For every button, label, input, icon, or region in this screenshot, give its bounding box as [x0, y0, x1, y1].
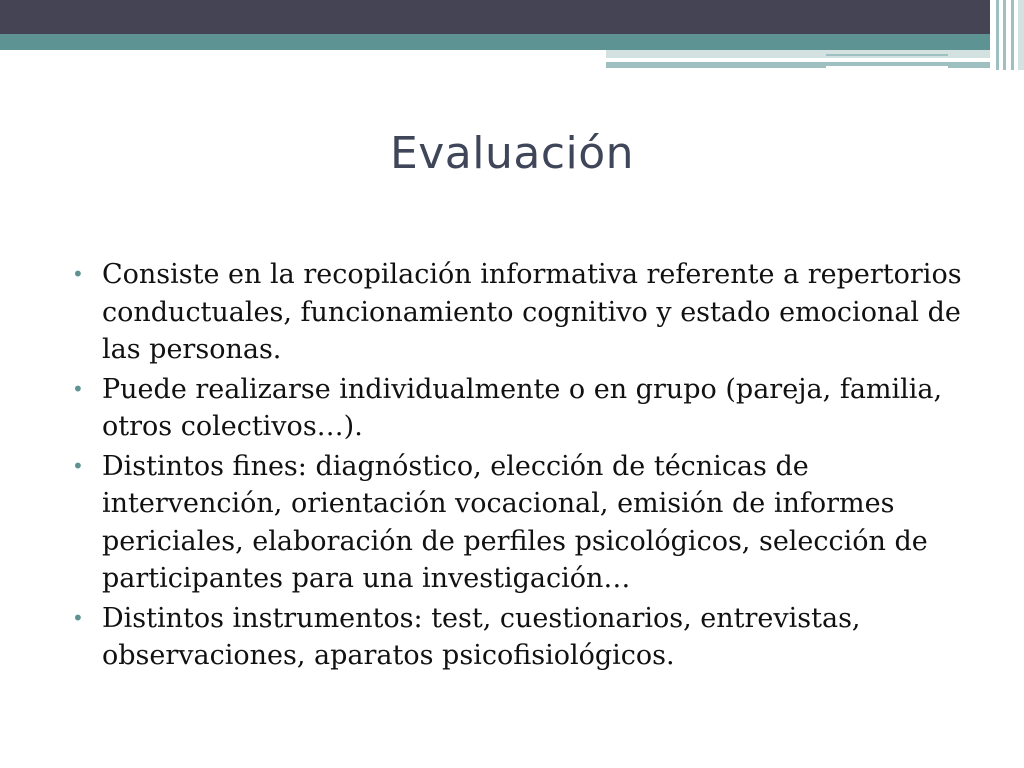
bullet-icon: •	[72, 376, 84, 401]
bullet-icon: •	[72, 605, 84, 630]
bullet-item	[72, 256, 972, 369]
bullet-text: Distintos fines: diagnóstico, elección de técnicas de intervención, orientación vocacional, emisión de informes periciales, elaboración de perfiles psicológicos, selección de participantes para una investigación…	[102, 450, 928, 594]
bullet-list	[72, 256, 972, 677]
bullet-item	[72, 371, 972, 446]
header-vertical-stripes	[990, 0, 1024, 70]
header-teal-band	[0, 34, 1024, 50]
bullet-item	[72, 448, 972, 598]
header-accent-thin-line	[826, 66, 948, 68]
header-accent-thin-line	[826, 54, 948, 56]
bullet-item	[72, 600, 972, 675]
bullet-text: Puede realizarse individualmente o en grupo (pareja, familia, otros colectivos…).	[102, 373, 943, 442]
bullet-icon: •	[72, 453, 84, 478]
header-dark-band	[0, 0, 1024, 34]
bullet-text: Distintos instrumentos: test, cuestionarios, entrevistas, observaciones, aparatos psicofisiológicos.	[102, 602, 861, 671]
slide-title: Evaluación	[389, 128, 635, 179]
bullet-text: Consiste en la recopilación informativa referente a repertorios conductuales, funcionamiento cognitivo y estado emocional de las personas.	[102, 259, 962, 365]
header-accent-line	[606, 62, 1024, 68]
bullet-icon: •	[72, 262, 84, 286]
header-accent-line	[606, 50, 1024, 58]
